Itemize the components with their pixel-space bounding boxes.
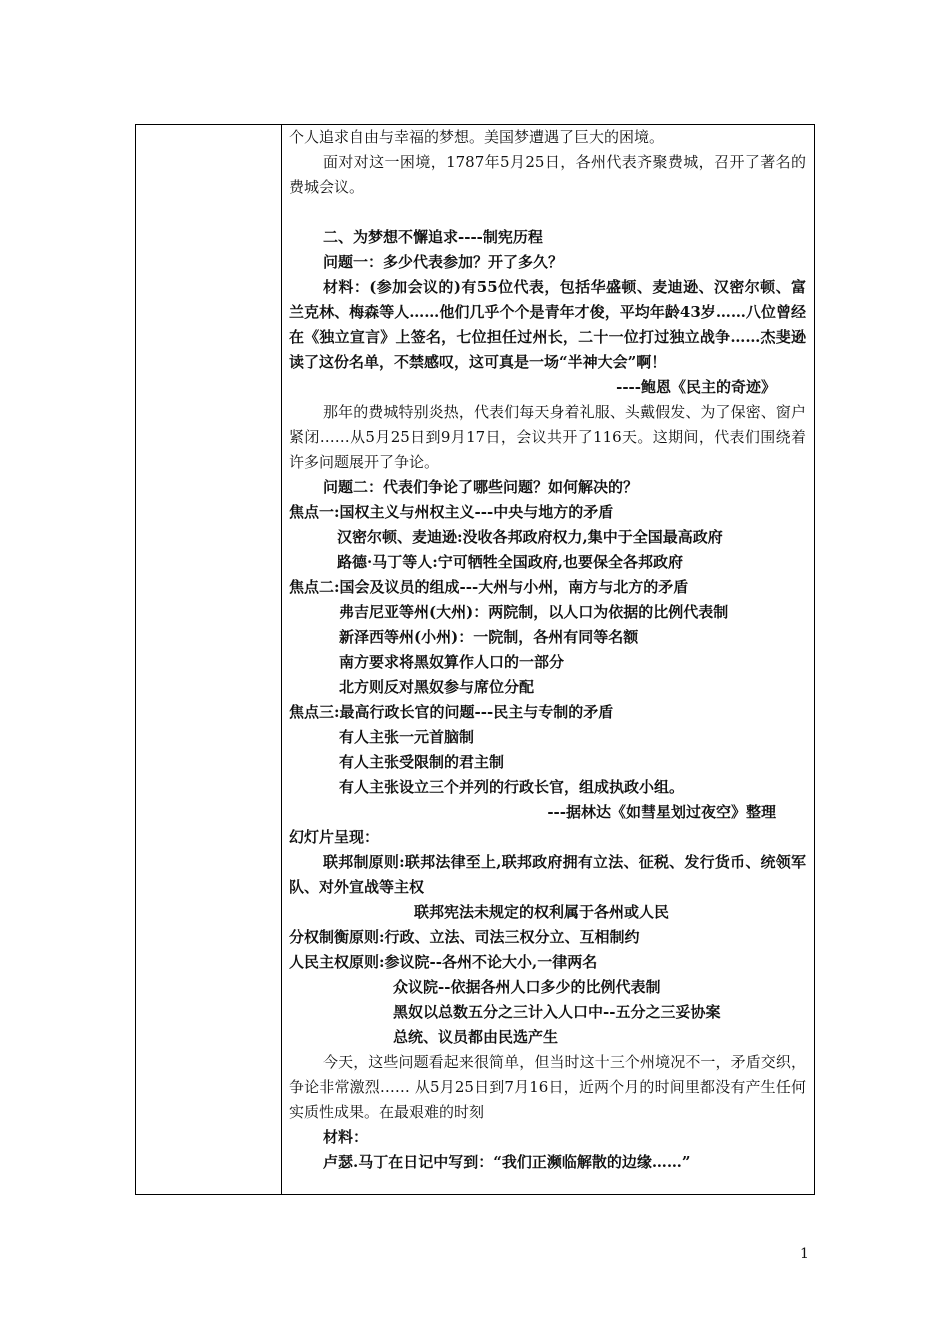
paragraph-philadelphia: 那年的费城特别炎热，代表们每天身着礼服、头戴假发、为了保密、窗户紧闭……从5月25日到9月17日，会议共开了116天。这期间，代表们围绕着许多问题展开了争论。 [289,403,806,471]
focus-3: 焦点三:最高行政长官的问题---民主与专制的矛盾 [289,703,614,721]
focus-1: 焦点一:国权主义与州权主义---中央与地方的矛盾 [289,503,614,521]
slide-sovereignty-b: 众议院--依据各州人口多少的比例代表制 [393,978,661,996]
column-divider [281,125,282,1194]
lesson-table [135,124,815,1195]
slide-sovereignty-principle: 人民主权原则:参议院--各州不论大小,一律两名 [289,953,598,971]
question-1: 问题一：多少代表参加？开了多久？ [323,253,564,271]
lesson-content-cell [289,125,806,1175]
paragraph-convention: 面对对这一困境，1787年5月25日，各州代表齐聚费城，召开了著名的费城会议。 [289,153,806,196]
focus-3-view-b: 有人主张受限制的君主制 [339,753,505,771]
focus-3-view-c: 有人主张设立三个并列的行政长官，组成执政小组。 [339,778,685,796]
slide-heading: 幻灯片呈现： [289,828,380,846]
material-2-label: 材料： [323,1128,369,1146]
focus-2-view-c: 南方要求将黑奴算作人口的一部分 [339,653,565,671]
focus-2: 焦点二:国会及议员的组成---大州与小州，南方与北方的矛盾 [289,578,689,596]
focus-2-view-a: 弗吉尼亚等州(大州)：两院制，以人口为依据的比例代表制 [339,603,729,621]
focus-2-view-b: 新泽西等州(小州)：一院制，各州有同等名额 [339,628,639,646]
page-number: 1 [800,1246,809,1262]
spacer [289,200,806,225]
source-1: ----鲍恩《民主的奇迹》 [616,378,776,396]
slide-federal-principle-b: 联邦宪法未规定的权利属于各州或人民 [414,903,670,921]
focus-1-view-a: 汉密尔顿、麦迪逊:没收各邦政府权力,集中于全国最高政府 [337,528,723,546]
paragraph-debate: 今天，这些问题看起来很简单，但当时这十三个州境况不一，矛盾交织，争论非常激烈…… 从5月25日到7月16日，近两个月的时间里都没有产生任何实质性成果。在最艰难的时刻 [289,1053,806,1121]
slide-federal-principle: 联邦制原则:联邦法律至上,联邦政府拥有立法、征税、发行货币、统领军队、对外宣战等主权 [289,853,806,896]
focus-2-view-d: 北方则反对黑奴参与席位分配 [339,678,535,696]
question-2: 问题二：代表们争论了哪些问题？如何解决的？ [323,478,639,496]
source-2: ---据林达《如彗星划过夜空》整理 [547,803,776,821]
section-heading-2: 二、为梦想不懈追求----制宪历程 [323,228,543,246]
slide-sovereignty-d: 总统、议员都由民选产生 [393,1028,559,1046]
slide-separation-principle: 分权制衡原则:行政、立法、司法三权分立、互相制约 [289,928,640,946]
focus-1-view-b: 路德·马丁等人:宁可牺牲全国政府,也要保全各邦政府 [337,553,683,571]
material-1: 材料：(参加会议的)有55位代表，包括华盛顿、麦迪逊、汉密尔顿、富兰克林、梅森等人……他们几乎个个是青年才俊，平均年龄43岁……八位曾经在《独立宣言》上签名，七位担任过州长，二十一位打过独立战争……杰斐逊读了这份名单，不禁感叹，这可真是一场“半神大会”啊！ [289,278,806,371]
slide-sovereignty-c: 黑奴以总数五分之三计入人口中--五分之三妥协案 [393,1003,721,1021]
paragraph-intro-end: 个人追求自由与幸福的梦想。美国梦遭遇了巨大的困境。 [289,128,665,146]
focus-3-view-a: 有人主张一元首脑制 [339,728,475,746]
material-2: 卢瑟.马丁在日记中写到：“我们正濒临解散的边缘……” [323,1153,691,1171]
